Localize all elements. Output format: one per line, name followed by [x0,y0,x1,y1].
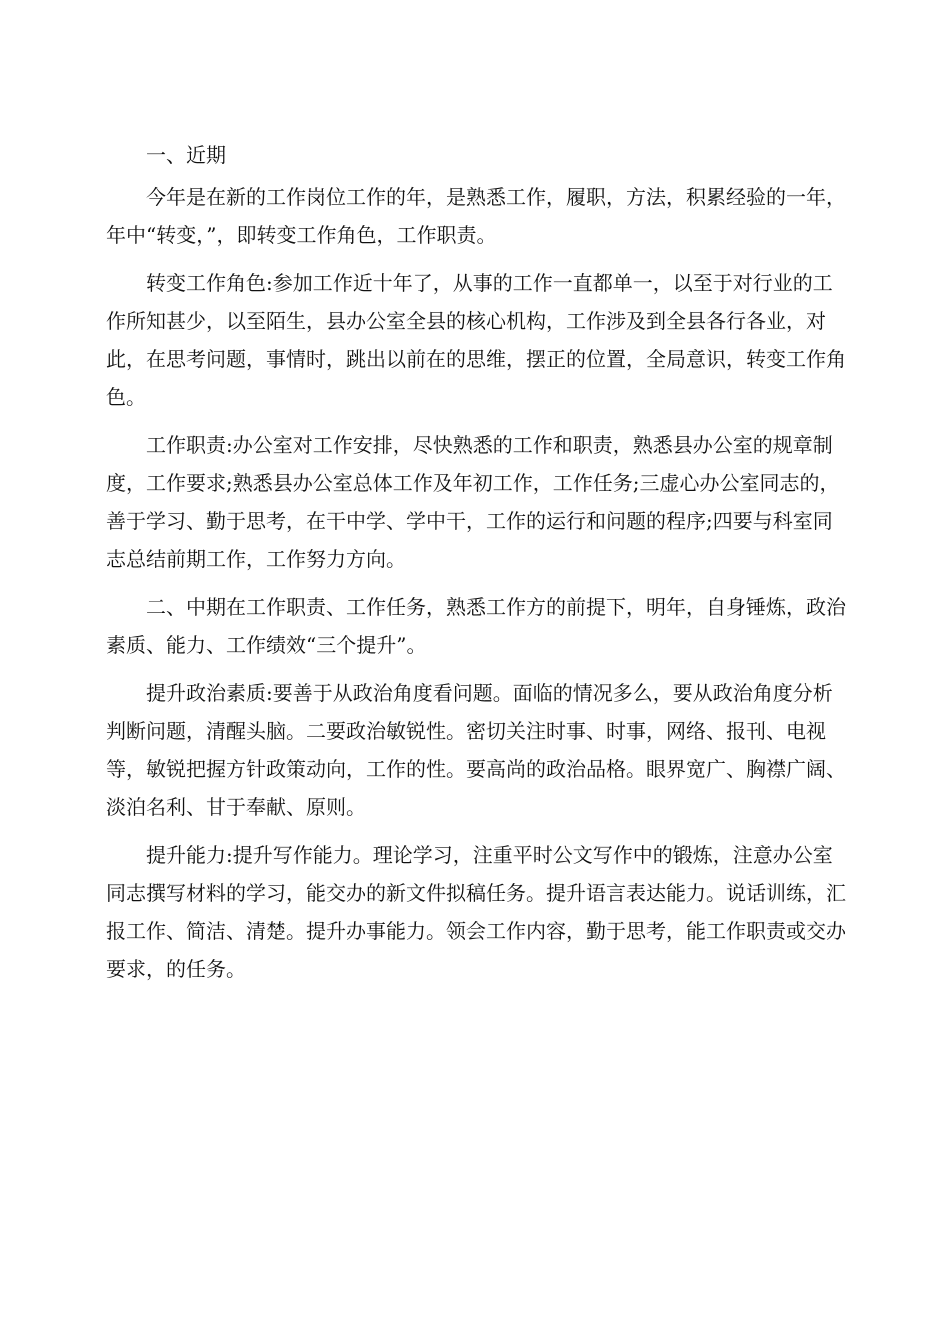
paragraph-duties: 工作职责:办公室对工作安排，尽快熟悉的工作和职责，熟悉县办公室的规章制度，工作要求;熟悉县办公室总体工作及年初工作，工作任务;三虚心办公室同志的，善于学习、勤于思考，在干中学、学中干，工作的运行和问题的程序;四要与科室同志总结前期工作，工作努力方向。 [106,433,840,571]
paragraph-ability: 提升能力:提升写作能力。理论学习，注重平时公文写作中的锻炼，注意办公室同志撰写材料的学习，能交办的新文件拟稿任务。提升语言表达能力。说话训练，汇报工作、简洁、清楚。提升办事能力。领会工作内容，勤于思考，能工作职责或交办要求，的任务。 [106,843,846,981]
section-heading-mid-term: 二、中期在工作职责、工作任务，熟悉工作方的前提下，明年，自身锤炼，政治素质、能力、工作绩效“三个提升”。 [106,595,846,657]
section-heading-near-term: 一、近期 [146,143,226,167]
document-body [106,136,846,998]
paragraph-role-change: 转变工作角色:参加工作近十年了，从事的工作一直都单一，以至于对行业的工作所知甚少，以至陌生，县办公室全县的核心机构，工作涉及到全县各行各业，对此，在思考问题，事情时，跳出以前在的思维，摆正的位置，全局意识，转变工作角色。 [106,271,846,409]
paragraph-intro: 今年是在新的工作岗位工作的年，是熟悉工作，履职，方法，积累经验的一年，年中“转变，”，即转变工作角色，工作职责。 [106,185,846,247]
paragraph-political-quality: 提升政治素质:要善于从政治角度看问题。面临的情况多么，要从政治角度分析判断问题，清醒头脑。二要政治敏锐性。密切关注时事、时事，网络、报刊、电视等，敏锐把握方针政策动向，工作的性。要高尚的政治品格。眼界宽广、胸襟广阔、淡泊名利、甘于奉献、原则。 [106,681,846,819]
